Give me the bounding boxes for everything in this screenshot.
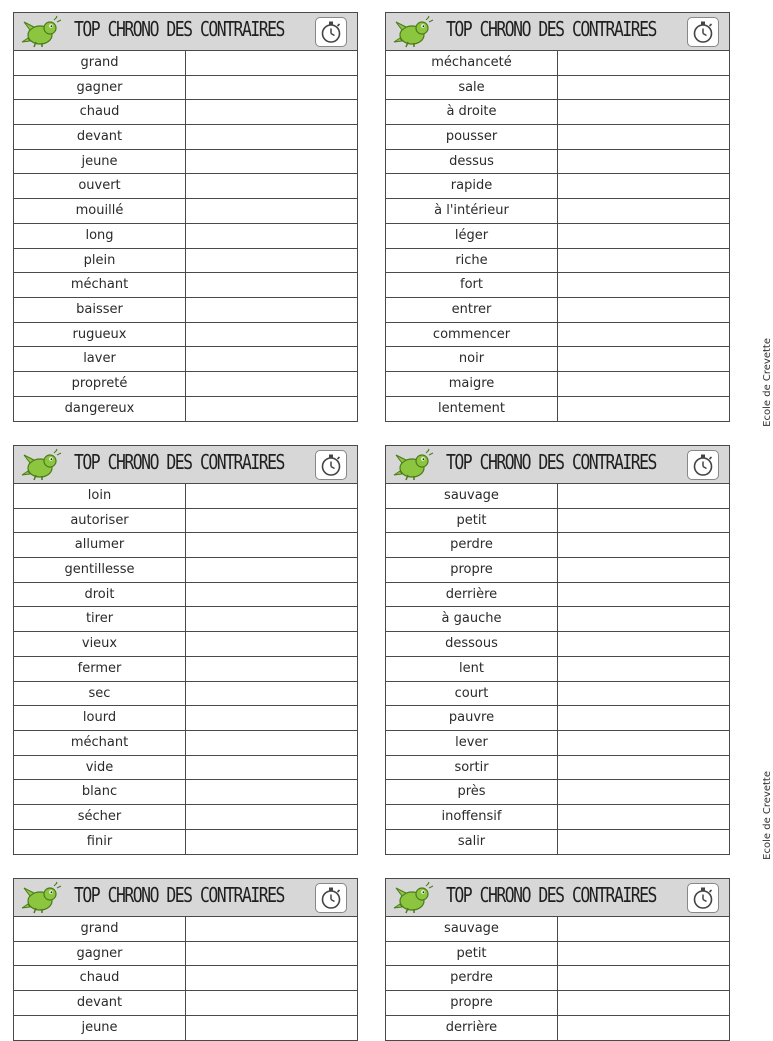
answer-cell[interactable] — [558, 199, 729, 223]
table-row — [14, 607, 357, 632]
answer-cell[interactable] — [558, 830, 729, 855]
word-cell: court — [386, 682, 558, 706]
word-cell: petit — [386, 509, 558, 533]
table-row — [386, 682, 729, 707]
contraires-card — [385, 12, 730, 422]
table-row — [14, 657, 357, 682]
word-cell: sauvage — [386, 917, 558, 941]
word-cell: long — [14, 224, 186, 248]
answer-cell[interactable] — [558, 484, 729, 508]
answer-cell[interactable] — [186, 150, 357, 174]
word-cell: ouvert — [14, 174, 186, 198]
word-cell: rugueux — [14, 323, 186, 347]
answer-cell[interactable] — [186, 76, 357, 100]
word-cell: laver — [14, 347, 186, 371]
table-row — [14, 150, 357, 175]
word-table — [386, 51, 729, 421]
answer-cell[interactable] — [186, 706, 357, 730]
answer-cell[interactable] — [186, 780, 357, 804]
answer-cell[interactable] — [186, 657, 357, 681]
answer-cell[interactable] — [558, 249, 729, 273]
answer-cell[interactable] — [186, 731, 357, 755]
answer-cell[interactable] — [186, 51, 357, 75]
answer-cell[interactable] — [186, 323, 357, 347]
word-cell: entrer — [386, 298, 558, 322]
table-row — [14, 682, 357, 707]
word-cell: loin — [14, 484, 186, 508]
table-row — [14, 583, 357, 608]
table-row — [14, 323, 357, 348]
table-row — [386, 731, 729, 756]
credit-text-1: Ecole de Crevette — [762, 338, 773, 427]
answer-cell[interactable] — [186, 273, 357, 297]
word-cell: gentillesse — [14, 558, 186, 582]
answer-cell[interactable] — [558, 756, 729, 780]
table-row — [386, 917, 729, 942]
table-row — [14, 991, 357, 1016]
table-row — [14, 397, 357, 422]
contraires-card — [13, 12, 358, 422]
answer-cell[interactable] — [558, 558, 729, 582]
table-row — [386, 805, 729, 830]
answer-cell[interactable] — [186, 805, 357, 829]
word-cell: méchant — [14, 731, 186, 755]
table-row — [14, 199, 357, 224]
table-row — [14, 942, 357, 967]
word-cell: petit — [386, 942, 558, 966]
table-row — [386, 150, 729, 175]
table-row — [386, 966, 729, 991]
word-cell: gagner — [14, 942, 186, 966]
table-row — [386, 224, 729, 249]
word-cell: pousser — [386, 125, 558, 149]
table-row — [386, 756, 729, 781]
answer-cell[interactable] — [558, 125, 729, 149]
answer-cell[interactable] — [558, 76, 729, 100]
word-cell: devant — [14, 991, 186, 1015]
word-cell: vieux — [14, 632, 186, 656]
answer-cell[interactable] — [186, 125, 357, 149]
table-row — [14, 125, 357, 150]
stopwatch-icon — [687, 450, 719, 480]
answer-cell[interactable] — [558, 780, 729, 804]
card-header — [14, 879, 357, 917]
table-row — [386, 298, 729, 323]
card-header — [386, 13, 729, 51]
word-table — [14, 51, 357, 421]
word-cell: riche — [386, 249, 558, 273]
word-cell: rapide — [386, 174, 558, 198]
stopwatch-icon — [315, 17, 347, 47]
word-cell: devant — [14, 125, 186, 149]
word-cell: derrière — [386, 583, 558, 607]
answer-cell[interactable] — [186, 942, 357, 966]
answer-cell[interactable] — [186, 397, 357, 422]
table-row — [386, 174, 729, 199]
table-row — [14, 780, 357, 805]
word-cell: dangereux — [14, 397, 186, 422]
contraires-card — [13, 878, 358, 1041]
table-row — [386, 533, 729, 558]
stopwatch-icon — [687, 883, 719, 913]
word-cell: grand — [14, 917, 186, 941]
stopwatch-icon — [315, 883, 347, 913]
answer-cell[interactable] — [558, 991, 729, 1015]
word-cell: à l'intérieur — [386, 199, 558, 223]
answer-cell[interactable] — [558, 682, 729, 706]
answer-cell[interactable] — [558, 706, 729, 730]
answer-cell[interactable] — [186, 249, 357, 273]
word-table — [14, 917, 357, 1040]
credit-text-2: Ecole de Crevette — [762, 771, 773, 860]
word-cell: méchanceté — [386, 51, 558, 75]
word-cell: lentement — [386, 397, 558, 422]
table-row — [14, 51, 357, 76]
answer-cell[interactable] — [558, 224, 729, 248]
answer-cell[interactable] — [186, 558, 357, 582]
word-cell: allumer — [14, 533, 186, 557]
table-row — [14, 558, 357, 583]
table-row — [386, 1016, 729, 1041]
word-cell: plein — [14, 249, 186, 273]
answer-cell[interactable] — [186, 583, 357, 607]
answer-cell[interactable] — [558, 150, 729, 174]
answer-cell[interactable] — [558, 323, 729, 347]
answer-cell[interactable] — [558, 51, 729, 75]
table-row — [14, 917, 357, 942]
table-row — [14, 347, 357, 372]
table-row — [386, 706, 729, 731]
word-cell: inoffensif — [386, 805, 558, 829]
word-cell: tirer — [14, 607, 186, 631]
answer-cell[interactable] — [186, 607, 357, 631]
answer-cell[interactable] — [558, 632, 729, 656]
word-cell: dessus — [386, 150, 558, 174]
word-cell: chaud — [14, 966, 186, 990]
dragon-mascot-icon — [20, 882, 64, 914]
word-cell: à gauche — [386, 607, 558, 631]
word-cell: lent — [386, 657, 558, 681]
word-cell: fermer — [14, 657, 186, 681]
table-row — [386, 830, 729, 855]
answer-cell[interactable] — [558, 174, 729, 198]
word-cell: maigre — [386, 372, 558, 396]
card-title: TOP CHRONO DES CONTRAIRES — [74, 17, 284, 41]
table-row — [14, 224, 357, 249]
stopwatch-icon — [687, 17, 719, 47]
word-table — [386, 917, 729, 1040]
word-cell: lourd — [14, 706, 186, 730]
answer-cell[interactable] — [186, 509, 357, 533]
answer-cell[interactable] — [186, 917, 357, 941]
dragon-mascot-icon — [20, 449, 64, 481]
word-cell: pauvre — [386, 706, 558, 730]
word-cell: droit — [14, 583, 186, 607]
word-cell: sécher — [14, 805, 186, 829]
table-row — [386, 273, 729, 298]
stopwatch-icon — [315, 450, 347, 480]
table-row — [386, 991, 729, 1016]
word-cell: méchant — [14, 273, 186, 297]
word-cell: à droite — [386, 100, 558, 124]
answer-cell[interactable] — [186, 174, 357, 198]
word-cell: sale — [386, 76, 558, 100]
answer-cell[interactable] — [558, 942, 729, 966]
table-row — [386, 558, 729, 583]
card-header — [386, 446, 729, 484]
word-cell: près — [386, 780, 558, 804]
table-row — [14, 372, 357, 397]
word-cell: perdre — [386, 966, 558, 990]
answer-cell[interactable] — [186, 1016, 357, 1041]
table-row — [386, 125, 729, 150]
contraires-card — [385, 878, 730, 1041]
table-row — [14, 100, 357, 125]
word-cell: finir — [14, 830, 186, 855]
answer-cell[interactable] — [558, 372, 729, 396]
table-row — [386, 51, 729, 76]
word-table — [14, 484, 357, 854]
answer-cell[interactable] — [558, 533, 729, 557]
answer-cell[interactable] — [186, 682, 357, 706]
card-header — [14, 13, 357, 51]
answer-cell[interactable] — [558, 397, 729, 422]
table-row — [386, 100, 729, 125]
word-cell: propre — [386, 558, 558, 582]
answer-cell[interactable] — [558, 583, 729, 607]
card-header — [386, 879, 729, 917]
card-title: TOP CHRONO DES CONTRAIRES — [74, 883, 284, 907]
dragon-mascot-icon — [392, 882, 436, 914]
answer-cell[interactable] — [558, 100, 729, 124]
table-row — [386, 249, 729, 274]
dragon-mascot-icon — [392, 449, 436, 481]
table-row — [14, 731, 357, 756]
word-cell: jeune — [14, 150, 186, 174]
table-row — [14, 1016, 357, 1041]
word-cell: gagner — [14, 76, 186, 100]
table-row — [14, 509, 357, 534]
answer-cell[interactable] — [558, 273, 729, 297]
answer-cell[interactable] — [186, 199, 357, 223]
table-row — [14, 706, 357, 731]
table-row — [386, 199, 729, 224]
table-row — [386, 484, 729, 509]
table-row — [386, 942, 729, 967]
answer-cell[interactable] — [558, 298, 729, 322]
card-title: TOP CHRONO DES CONTRAIRES — [446, 450, 656, 474]
word-cell: sec — [14, 682, 186, 706]
table-row — [386, 347, 729, 372]
answer-cell[interactable] — [186, 100, 357, 124]
contraires-card — [385, 445, 730, 855]
answer-cell[interactable] — [558, 805, 729, 829]
answer-cell[interactable] — [186, 632, 357, 656]
word-cell: grand — [14, 51, 186, 75]
answer-cell[interactable] — [558, 509, 729, 533]
answer-cell[interactable] — [186, 533, 357, 557]
table-row — [386, 397, 729, 422]
word-cell: commencer — [386, 323, 558, 347]
word-cell: sortir — [386, 756, 558, 780]
answer-cell[interactable] — [186, 966, 357, 990]
word-cell: salir — [386, 830, 558, 855]
word-cell: propre — [386, 991, 558, 1015]
answer-cell[interactable] — [186, 224, 357, 248]
answer-cell[interactable] — [186, 347, 357, 371]
table-row — [14, 805, 357, 830]
answer-cell[interactable] — [186, 756, 357, 780]
word-cell: autoriser — [14, 509, 186, 533]
table-row — [14, 273, 357, 298]
word-cell: propreté — [14, 372, 186, 396]
word-cell: jeune — [14, 1016, 186, 1041]
table-row — [14, 830, 357, 855]
dragon-mascot-icon — [20, 16, 64, 48]
answer-cell[interactable] — [558, 731, 729, 755]
answer-cell[interactable] — [558, 657, 729, 681]
word-cell: blanc — [14, 780, 186, 804]
table-row — [386, 372, 729, 397]
word-cell: léger — [386, 224, 558, 248]
word-table — [386, 484, 729, 854]
table-row — [14, 174, 357, 199]
card-title: TOP CHRONO DES CONTRAIRES — [446, 17, 656, 41]
table-row — [386, 509, 729, 534]
table-row — [14, 298, 357, 323]
answer-cell[interactable] — [186, 484, 357, 508]
word-cell: perdre — [386, 533, 558, 557]
word-cell: lever — [386, 731, 558, 755]
word-cell: fort — [386, 273, 558, 297]
table-row — [386, 583, 729, 608]
word-cell: chaud — [14, 100, 186, 124]
answer-cell[interactable] — [558, 347, 729, 371]
card-header — [14, 446, 357, 484]
table-row — [14, 533, 357, 558]
table-row — [386, 780, 729, 805]
answer-cell[interactable] — [186, 991, 357, 1015]
table-row — [386, 607, 729, 632]
table-row — [386, 632, 729, 657]
card-title: TOP CHRONO DES CONTRAIRES — [446, 883, 656, 907]
answer-cell[interactable] — [186, 372, 357, 396]
word-cell: dessous — [386, 632, 558, 656]
answer-cell[interactable] — [558, 966, 729, 990]
word-cell: baisser — [14, 298, 186, 322]
table-row — [386, 657, 729, 682]
table-row — [386, 76, 729, 101]
word-cell: vide — [14, 756, 186, 780]
answer-cell[interactable] — [186, 298, 357, 322]
card-title: TOP CHRONO DES CONTRAIRES — [74, 450, 284, 474]
word-cell: derrière — [386, 1016, 558, 1041]
answer-cell[interactable] — [186, 830, 357, 855]
word-cell: noir — [386, 347, 558, 371]
table-row — [14, 484, 357, 509]
table-row — [14, 76, 357, 101]
table-row — [14, 249, 357, 274]
contraires-card — [13, 445, 358, 855]
word-cell: sauvage — [386, 484, 558, 508]
answer-cell[interactable] — [558, 917, 729, 941]
table-row — [14, 756, 357, 781]
table-row — [386, 323, 729, 348]
answer-cell[interactable] — [558, 1016, 729, 1041]
table-row — [14, 966, 357, 991]
answer-cell[interactable] — [558, 607, 729, 631]
word-cell: mouillé — [14, 199, 186, 223]
dragon-mascot-icon — [392, 16, 436, 48]
table-row — [14, 632, 357, 657]
